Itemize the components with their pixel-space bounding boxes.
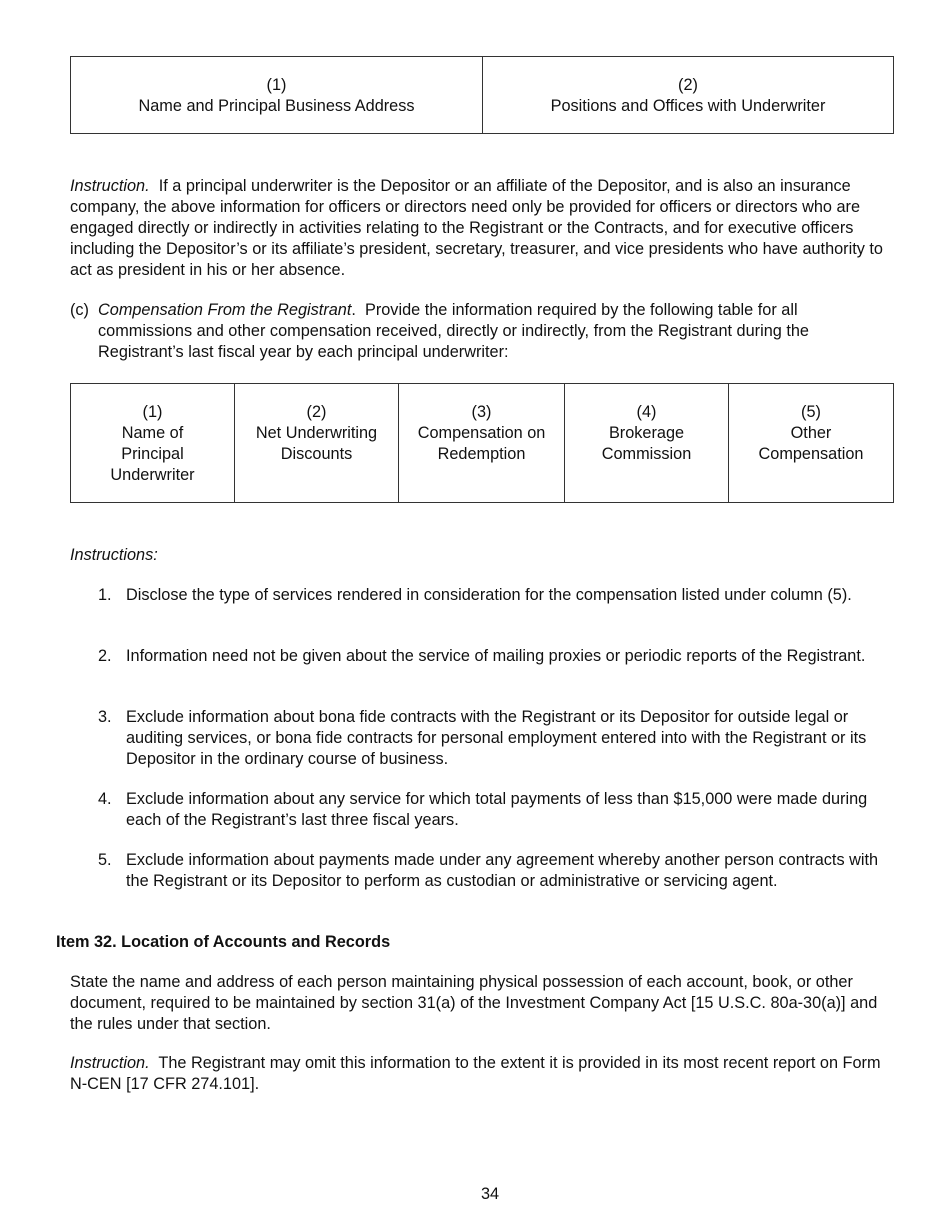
list-item [98,789,898,831]
col-number: (5) [801,403,821,421]
item-32-heading: Item 32. Location of Accounts and Records [56,933,391,951]
list-text: Exclude information about payments made under any agreement whereby another person contracts with the Registrant or its Depositor to perform as custodian or administrative or servicing agent. [126,851,879,890]
item-32-instruction [70,1053,892,1095]
item-c-title: Compensation From the Registrant [98,301,352,319]
col-label: Net Underwriting Discounts [255,424,378,463]
col-label: Compensation on Redemption [417,424,546,463]
instruction-paragraph [70,176,890,281]
item-marker: (c) [70,301,89,319]
underwriter-positions-table [70,56,894,134]
col-number: (1) [266,76,287,94]
list-item [98,707,898,770]
col-label: Brokerage Commission [601,424,692,463]
list-item [98,850,898,892]
list-number: 2. [98,647,112,665]
col-label: Positions and Offices with Underwriter [550,97,826,115]
table1-col-1 [71,57,483,134]
list-text: Exclude information about any service for which total payments of less than $15,000 were made during each of the Registrant’s last three fiscal years. [126,790,868,829]
list-text: Information need not be given about the service of mailing proxies or periodic reports of the Registrant. [126,647,866,665]
instruction-label: Instruction. [70,177,150,195]
table1-col-2 [483,57,894,134]
item-32-text: State the name and address of each person maintaining physical possession of each account, book, or other document, required to be maintained by section 31(a) of the Investment Company Act [15 U.S.C. 80a-30(a)] and the rules under that section. [70,973,878,1033]
instructions-heading [70,545,158,566]
col-label: Name and Principal Business Address [138,97,415,115]
list-number: 1. [98,586,112,604]
instructions-heading-text: Instructions: [70,546,158,564]
list-number: 4. [98,790,112,808]
list-number: 5. [98,851,112,869]
item-c: (c) Compensation From the Registrant. Provide the information required by the following table for all commissions and other compensation received, directly or indirectly, from the Registrant during the Registrant’s last fiscal year by each principal underwriter: [70,301,809,361]
col-number: (2) [306,403,327,421]
item-c-text: Provide the information required by the following table for all commissions and other compensation received, directly or indirectly, from the Registrant during the Registrant’s last fiscal year by each principal underwriter: [98,301,809,361]
page-number: 34 [480,1185,500,1203]
instruction-text: If a principal underwriter is the Depositor or an affiliate of the Depositor, and is also an insurance company, the above information for officers or directors need only be provided for officers or directors who are engaged directly or indirectly in activities relating to the Registrant or the Contracts, and for executive officers including the Depositor’s or its affiliate’s president, secretary, treasurer, and vice presidents who have authority to act as president in his or her absence. [70,177,883,279]
table2-col-3 [399,384,565,503]
table2-col-1 [71,384,235,503]
list-number: 3. [98,708,112,726]
list-item [98,646,898,667]
col-number: (3) [471,403,492,421]
compensation-table [70,383,894,503]
col-label: Other Compensation [758,424,864,463]
list-text: Exclude information about bona fide contracts with the Registrant or its Depositor for outside legal or auditing services, or bona fide contracts for personal employment entered into with the Registrant or its Depositor in the ordinary course of business. [126,708,867,768]
col-number: (4) [636,403,657,421]
col-number: (2) [678,76,698,94]
table2-col-5 [729,384,894,503]
col-label: Name of Principal Underwriter [110,424,195,484]
instruction-label: Instruction. [70,1054,150,1072]
instruction-text: The Registrant may omit this information to the extent it is provided in its most recent report on Form N-CEN [17 CFR 274.101]. [70,1054,881,1093]
list-item [98,585,898,606]
list-text: Disclose the type of services rendered in consideration for the compensation listed under column (5). [126,586,852,604]
col-number: (1) [142,403,163,421]
table2-col-2 [235,384,399,503]
table2-col-4 [565,384,729,503]
